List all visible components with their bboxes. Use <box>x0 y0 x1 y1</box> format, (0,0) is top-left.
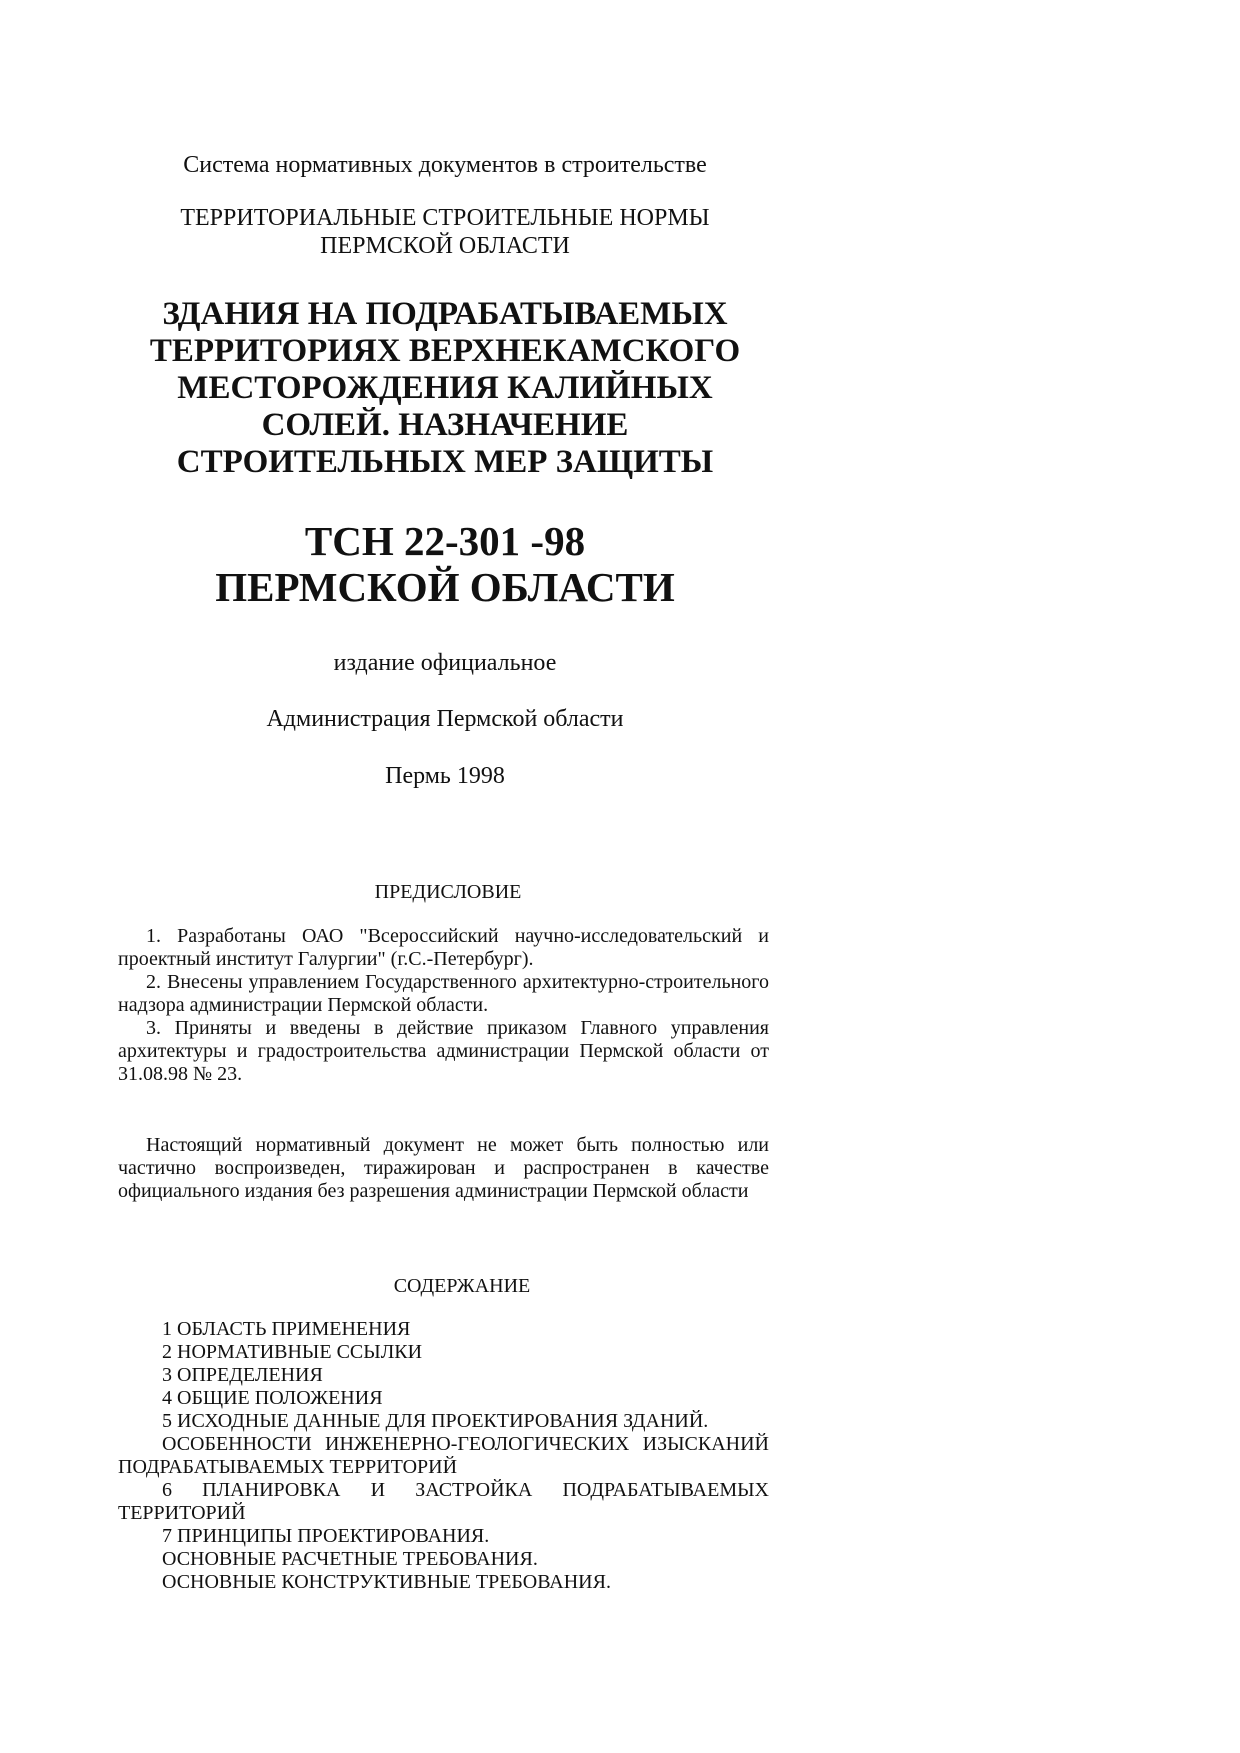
toc-item[interactable]: 5 ИСХОДНЫЕ ДАННЫЕ ДЛЯ ПРОЕКТИРОВАНИЯ ЗДАНИЙ. <box>162 1410 709 1432</box>
toc-item[interactable]: 1 ОБЛАСТЬ ПРИМЕНЕНИЯ <box>162 1318 411 1340</box>
publisher-label: Администрация Пермской области <box>266 706 624 732</box>
preface-heading: ПРЕДИСЛОВИЕ <box>374 881 522 903</box>
document-title <box>120 296 770 481</box>
title-line: ТЕРРИТОРИЯХ ВЕРХНЕКАМСКОГО <box>149 333 741 369</box>
toc-item[interactable]: 4 ОБЩИЕ ПОЛОЖЕНИЯ <box>162 1387 383 1409</box>
title-line: МЕСТОРОЖДЕНИЯ КАЛИЙНЫХ <box>177 370 713 406</box>
document-code <box>120 518 770 610</box>
toc-item[interactable]: ОСОБЕННОСТИ ИНЖЕНЕРНО-ГЕОЛОГИЧЕСКИХ ИЗЫСКАНИЙ ПОДРАБАТЫВАЕМЫХ ТЕРРИТОРИЙ <box>118 1433 769 1478</box>
title-line: СТРОИТЕЛЬНЫХ МЕР ЗАЩИТЫ <box>176 444 714 480</box>
toc-item[interactable]: 7 ПРИНЦИПЫ ПРОЕКТИРОВАНИЯ. <box>162 1525 490 1547</box>
edition-label: издание официальное <box>333 650 557 676</box>
title-line: ЗДАНИЯ НА ПОДРАБАТЫВАЕМЫХ <box>162 296 728 332</box>
code-region: ПЕРМСКОЙ ОБЛАСТИ <box>215 564 675 610</box>
system-label: Система нормативных документов в строительстве <box>183 152 707 178</box>
preface-item: 3. Приняты и введены в действие приказом Главного управления архитектуры и градостроительства администрации Пермской области от 31.08.98 № 23. <box>118 1017 769 1085</box>
toc-item[interactable]: ОСНОВНЫЕ КОНСТРУКТИВНЫЕ ТРЕБОВАНИЯ. <box>162 1571 611 1593</box>
copyright-notice <box>118 1134 769 1203</box>
toc-item[interactable]: 3 ОПРЕДЕЛЕНИЯ <box>162 1364 323 1386</box>
norms-type-heading <box>120 204 770 260</box>
toc-item[interactable]: 6 ПЛАНИРОВКА И ЗАСТРОЙКА ПОДРАБАТЫВАЕМЫХ ТЕРРИТОРИЙ <box>118 1479 769 1524</box>
norms-region-line: ПЕРМСКОЙ ОБЛАСТИ <box>320 233 570 259</box>
copyright-notice-text: Настоящий нормативный документ не может быть полностью или частично воспроизведен, тиражирован и распространен в качестве официального издания без разрешения администрации Пермской области <box>118 1134 769 1202</box>
norms-type-line: ТЕРРИТОРИАЛЬНЫЕ СТРОИТЕЛЬНЫЕ НОРМЫ <box>180 205 710 231</box>
title-line: СОЛЕЙ. НАЗНАЧЕНИЕ <box>261 407 629 443</box>
preface-body <box>118 925 769 1086</box>
toc-item[interactable]: ОСНОВНЫЕ РАСЧЕТНЫЕ ТРЕБОВАНИЯ. <box>162 1548 538 1570</box>
toc-item[interactable]: 2 НОРМАТИВНЫЕ ССЫЛКИ <box>162 1341 423 1363</box>
contents-heading: СОДЕРЖАНИЕ <box>393 1275 531 1297</box>
preface-item: 2. Внесены управлением Государственного архитектурно-строительного надзора администрации Пермской области. <box>118 971 769 1016</box>
table-of-contents <box>118 1318 769 1594</box>
preface-item: 1. Разработаны ОАО "Всероссийский научно-исследовательский и проектный институт Галургии" (г.С.-Петербург). <box>118 925 769 970</box>
city-year-label: Пермь 1998 <box>385 763 505 789</box>
code-number: ТСН 22-301 -98 <box>304 518 586 564</box>
